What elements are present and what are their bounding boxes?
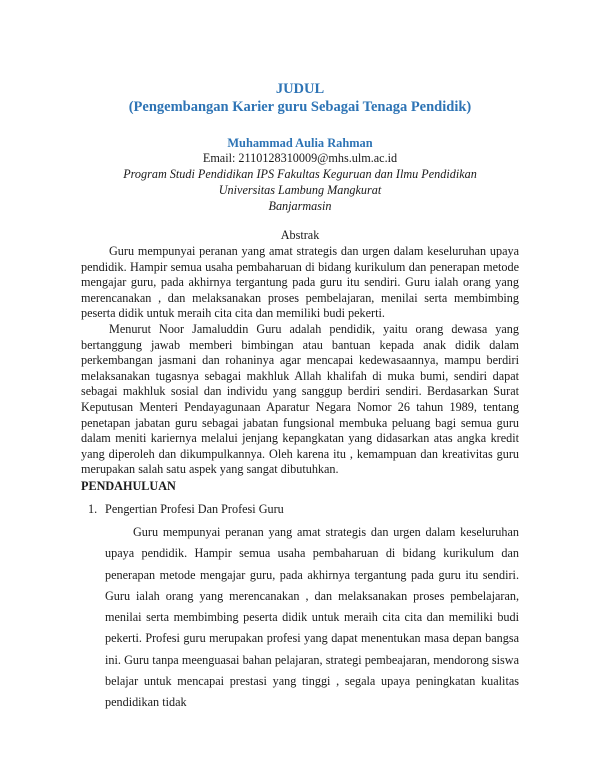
subsection-title: Pengertian Profesi Dan Profesi Guru — [105, 502, 284, 516]
subsection-heading — [88, 502, 284, 517]
subsection-number: 1. — [88, 502, 98, 516]
body-paragraph-text: Guru mempunyai peranan yang amat strategis dan urgen dalam keseluruhan upaya pendidik. Hampir semua usaha pembaharuan di bidang kurikulum dan penerapan metode mengajar guru, pada akhirnya tergantung pada guru itu sendiri. Guru ialah orang yang merencanakan , dan melaksanakan proses pembelajaran, menilai serta membimbing peserta didik untuk meraih cita cita dan memiliki budi pekerti. Profesi guru merupakan profesi yang dapat menentukan masa depan bangsa ini. Guru tanpa meenguasai bahan pelajaran, strategi pembeajaran, mendorong siswa belajar untuk mencapai prestasi yang tinggi , segala upaya peningkatan kualitas pendidikan tidak — [105, 525, 519, 710]
paper-subtitle: (Pengembangan Karier guru Sebagai Tenaga Pendidik) — [128, 99, 472, 115]
section-heading: PENDAHULUAN — [81, 479, 176, 493]
author-city: Banjarmasin — [268, 199, 332, 213]
abstract-paragraph — [81, 244, 519, 322]
author-university: Universitas Lambung Mangkurat — [218, 183, 382, 197]
body-paragraph — [105, 522, 519, 714]
author-program: Program Studi Pendidikan IPS Fakultas Keguruan dan Ilmu Pendidikan — [123, 167, 477, 181]
author-name: Muhammad Aulia Rahman — [227, 136, 373, 150]
abstract-paragraph-2-text: Menurut Noor Jamaluddin Guru adalah pendidik, yaitu orang dewasa yang bertanggung jawab memberi bimbingan atau bantuan kepada anak didik dalam perkembangan jasmani dan rohaninya agar mencapai kedewasaannya, mampu berdiri melaksanakan tugasnya sebagai makhluk Allah khalifah di muka bumi, sendiri dapat sebagai makhluk sosial dan individu yang sanggup berdiri sendiri. Berdasarkan Surat Keputusan Menteri Pendayagunaan Aparatur Negara Nomor 26 tahun 1989, tentang penetapan jabatan guru sebagai jabatan fungsional membuka peluang bagi semua guru dalam meniti kariernya melalui jenjang kepangkatan yang didasarkan atas angka kredit yang diperoleh dan dikumpulkannya. Oleh karena itu , kemampuan dan kreativitas guru merupakan salah satu aspek yang sangat dibutuhkan. — [81, 322, 519, 477]
abstract-paragraph-1-text: Guru mempunyai peranan yang amat strategis dan urgen dalam keseluruhan upaya pendidik. Hampir semua usaha pembaharuan di bidang kurikulum dan penerapan metode mengajar guru, pada akhirnya tergantung pada guru itu sendiri. Guru ialah orang yang merencanakan , dan melaksanakan proses pembelajaran, menilai serta membimbing peserta didik untuk meraih cita cita dan memiliki budi pekerti. — [81, 244, 519, 321]
author-email: Email: 2110128310009@mhs.ulm.ac.id — [202, 151, 398, 165]
abstract-heading: Abstrak — [280, 228, 320, 242]
abstract-paragraph — [81, 322, 519, 478]
paper-title: JUDUL — [275, 81, 325, 97]
